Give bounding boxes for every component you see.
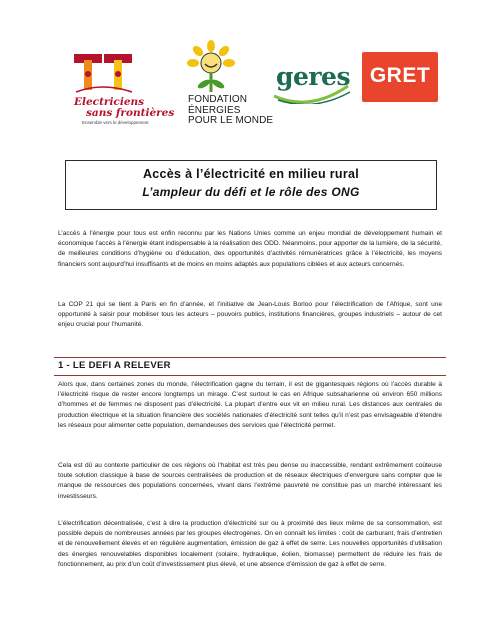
page-title: Accès à l’électricité en milieu rural	[142, 167, 360, 181]
section-title: 1 - LE DEFI A RELEVER	[58, 360, 171, 371]
esf-tt-icon	[72, 52, 138, 96]
esf-tagline: Ensemble vers le développement	[82, 120, 149, 125]
body-paragraph-3: L’électrification décentralisée, c’est à dire la production d’électricité sur ou à proximité des lieux même de sa consommation, est possible depuis de nombreuses années par les groupes électrogènes. On en connaît les limites : coût de carburant, frais d’entretien et de renouvellement élevés et en régulière augmentation, émission de gaz à effet de serre. Les nouvelles opportunités d’utilisation des énergies renouvelables disponibles localement (solaire, hydraulique, éolien, biomasse) permettent de réduire les frais de fonctionnement, au prix d’un coût d’investissement plus élevé, et une absence d’émission de gaz à effet de serre.	[58, 520, 442, 568]
body-paragraph-2: Cela est dû au contexte particulier de ces régions où l’habitat est très peu dense ou inaccessible, rendant extrêmement coûteuse toute solution classique à base de sources centralisées de production et de réseaux électriques d’envergure sans compter que le manque de ressources des populations concernées, vivant dans l’extrême pauvreté ne constitue pas un marché intéressant les investisseurs.	[58, 462, 442, 500]
fondation-line2: ÉNERGIES	[188, 104, 241, 116]
fondation-line1: FONDATION	[188, 94, 248, 105]
esf-name-line1: Electriciens	[74, 96, 145, 108]
section-header	[54, 357, 446, 376]
geres-logo	[268, 56, 352, 104]
gret-logo	[362, 52, 438, 102]
gret-wordmark: GRET	[369, 64, 431, 87]
body-paragraph-1: Alors que, dans certaines zones du monde, l’électrification gagne du terrain, il est de gigantesques régions où l’accès durable à l’électricité risque de rester encore longtemps un mirage. C’est surtout le cas en Afrique subsaharienne où environ 650 millions d’hommes et de femmes ne disposent pas d’électricité. La plupart d’entre eux vit en milieu rural. Les distances aux centrales de production électrique et la situation financière des sociétés nationales d’électricité sont telles qu’il n’est pas envisageable d’étendre les réseaux pour alimenter cette population, demandeuses des services que l’électricité permet.	[58, 381, 442, 429]
sunflower-icon	[186, 40, 236, 94]
page-subtitle: L’ampleur du défi et le rôle des ONG	[142, 185, 360, 199]
fondation-line3: POUR LE MONDE	[188, 115, 274, 126]
logo-banner	[68, 40, 438, 140]
title-box	[65, 160, 437, 210]
esf-name-line2: sans frontières	[86, 107, 175, 119]
intro-paragraph-2: La COP 21 qui se tient à Paris en fin d’année, et l’initiative de Jean-Louis Borloo pour l’électrification de l’Afrique, sont une opportunité à saisir pour mobiliser tous les acteurs – pouvoirs publics, institutions financières, groupes industriels – autour de cet enjeu crucial pour l’humanité.	[58, 301, 442, 329]
esf-logo	[68, 52, 175, 132]
intro-paragraph-1: L’accès à l’énergie pour tous est enfin reconnu par les Nations Unies comme un enjeu mondial de développement humain et économique l’accès à l’énergie étant indispensable à la réalisation des ODD. Néanmoins, pour apporter de la lumière, de la sécurité, de meilleures conditions d’hygiène ou d’éducation, des opportunités d’activités rémunératrices grâce à l’électricité, les moyens financiers sont aujourd’hui insuffisants et de moins en moins adaptés aux populations ciblées et aux acteurs concernés.	[58, 230, 442, 268]
geres-wordmark: geres	[276, 62, 351, 91]
fondation-logo	[176, 40, 274, 140]
fondation-name	[188, 95, 273, 127]
